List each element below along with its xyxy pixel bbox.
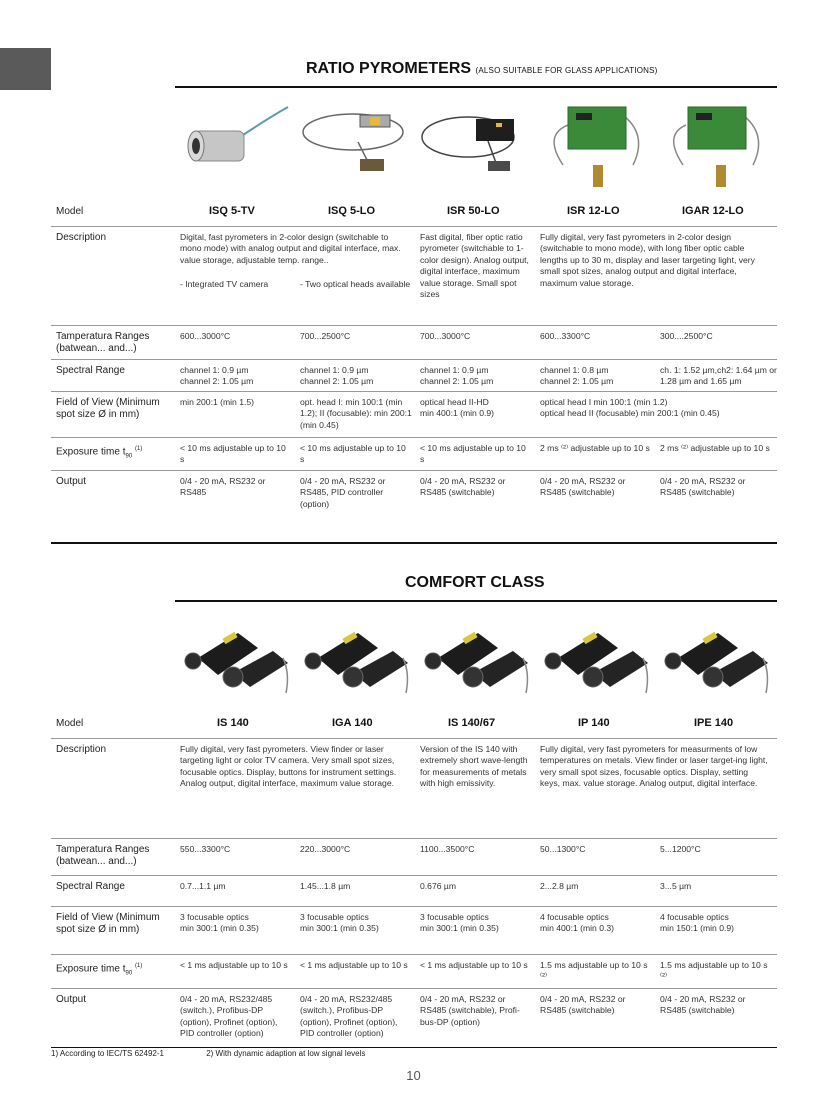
temp-value: 1100...3500°C [420,844,475,854]
output-value: 0/4 - 20 mA, RS232/485 (switch.), Profibus-DP (option), Profinet (option), PID controller (option) [300,994,398,1039]
spectral-value: 2...2.8 µm [540,881,579,891]
row-label: Output [56,476,87,487]
footnote: 1) According to IEC/TS 62492-1 [51,1049,164,1058]
output-value: 0/4 - 20 mA, RS232 or RS485 (switchable), Profi-bus-DP (option) [420,994,520,1027]
exposure-value: 1.5 ms adjustable up to 10 s ⁽²⁾ [540,960,648,982]
isq5lo-photo [295,92,415,192]
description-text: Fast digital, fiber optic ratio pyrometer (switchable to 1-color design). Analog output, digital interface, maximum value storage. Small spot sizes [420,232,529,300]
exposure-value: 1.5 ms adjustable up to 10 s ⁽²⁾ [660,960,768,982]
footer-rule [51,1047,777,1048]
output-value: 0/4 - 20 mA, RS232 or RS485 (switchable) [660,476,746,498]
ratio-title-rule [175,86,777,88]
row-label: Exposure time $t_{90}$ $^{(1)}$ [56,446,143,460]
spectral-value: 3...5 µm [660,881,692,891]
fov-value: opt. head I: min 100:1 (min 1.2); II (focusable): min 200:1 (min 0.45) [300,397,412,430]
output-value: 0/4 - 20 mA, RS232 or RS485 (switchable) [540,476,626,498]
spectral-value: channel 1: 0.8 µm channel 2: 1.05 µm [540,365,614,387]
fov-value: 4 focusable optics min 400:1 (min 0.3) [540,912,615,934]
page-number: 10 [406,1068,421,1083]
temp-value: 700...3000°C [420,331,471,341]
exposure-value: < 1 ms adjustable up to 10 s [420,960,528,970]
table-row [51,438,777,471]
model-name: IS 140/67 [448,717,496,729]
fov-value: 3 focusable optics min 300:1 (min 0.35) [300,912,379,934]
ip140-photo [535,610,655,700]
ipe140-photo [655,610,775,700]
is140-photo [175,610,295,700]
row-label: Output [56,994,87,1005]
table-row [51,989,777,1051]
model-name: IGAR 12-LO [682,205,744,217]
ratio-spec-table [51,198,777,537]
output-value: 0/4 - 20 mA, RS232 or RS485, PID controller (option) [300,476,386,509]
comfort-section-title: COMFORT CLASS [405,574,545,591]
model-name: ISR 12-LO [567,205,620,217]
table-row [51,907,777,955]
row-label: Tamperatura Ranges (batwean... and...) [56,331,150,354]
table-row [51,326,777,360]
model-name: ISQ 5-TV [209,205,255,217]
description-text: Fully digital, very fast pyrometers. View finder or laser targeting light or color TV camera. Very small spot sizes, focusable optics. Display, buttons for instrument settings. Analog output, digital interface, maximum value storage. [180,744,397,789]
comfort-product-photos [175,610,775,700]
temp-value: 550...3300°C [180,844,231,854]
ratio-section-title: RATIO PYROMETERS (ALSO SUITABLE FOR GLASS APPLICATIONS) [306,60,658,77]
temp-value: 300....2500°C [660,331,713,341]
row-label: Exposure time $t_{90}$ $^{(1)}$ [56,963,143,977]
model-name: ISQ 5-LO [328,205,376,217]
comfort-title-rule [175,600,777,602]
row-label: Field of View (Minimum spot size Ø in mm) [56,397,160,420]
output-value: 0/4 - 20 mA, RS232 or RS485 (switchable) [660,994,746,1016]
fov-value: 3 focusable optics min 300:1 (min 0.35) [420,912,499,934]
model-name: IP 140 [578,717,610,729]
iga140-photo [295,610,415,700]
exposure-value: < 1 ms adjustable up to 10 s [180,960,288,970]
table-row [51,710,777,739]
igar12lo-photo [655,92,775,192]
table-row [51,739,777,839]
description-note: - Integrated TV camera [180,279,269,289]
section-tab-marker [0,48,51,90]
table-row [51,227,777,326]
temp-value: 600...3000°C [180,331,231,341]
row-label: Field of View (Minimum spot size Ø in mm) [56,912,160,935]
spectral-value: channel 1: 0.9 µm channel 2: 1.05 µm [180,365,254,387]
exposure-value: 2 ms ⁽²⁾ adjustable up to 10 s [540,443,650,453]
fov-value: 3 focusable optics min 300:1 (min 0.35) [180,912,259,934]
model-name: IGA 140 [332,717,373,729]
fov-value: optical head II-HD min 400:1 (min 0.9) [420,397,495,419]
spectral-value: 1.45...1.8 µm [300,881,351,891]
spectral-value: ch. 1: 1.52 µm,ch2: 1.64 µm or 1.28 µm and 1.65 µm [660,365,777,387]
row-label: Description [56,232,107,243]
model-name: ISR 50-LO [447,205,500,217]
output-value: 0/4 - 20 mA, RS232/485 (switch.), Profibus-DP (option), Profinet (option), PID controller (option) [180,994,278,1039]
exposure-value: < 10 ms adjustable up to 10 s [180,443,286,465]
row-label: Description [56,744,107,755]
temp-value: 600...3300°C [540,331,591,341]
exposure-value: 2 ms ⁽²⁾ adjustable up to 10 s [660,443,770,453]
row-label: Spectral Range [56,365,125,376]
description-text: Digital, fast pyrometers in 2-color design (switchable to mono mode) with analog output and digital interface, max. value storage, adjustable temp. range.. [180,232,401,265]
exposure-value: < 10 ms adjustable up to 10 s [420,443,526,465]
spectral-value: channel 1: 0.9 µm channel 2: 1.05 µm [300,365,374,387]
description-text: Fully digital, very fast pyrometers for measurments of low temperatures on metals. View finder or laser target-ing light, very small spot sizes, focusable optics. Display, setting keys, max. value storage. Analog output, digital interface. [540,744,768,789]
comfort-spec-table [51,710,777,1051]
spectral-value: 0.7...1.1 µm [180,881,226,891]
description-note: - Two optical heads available [300,279,411,289]
fov-value: 4 focusable optics min 150:1 (min 0.9) [660,912,735,934]
row-label: Model [56,206,84,217]
temp-value: 50...1300°C [540,844,586,854]
exposure-value: < 1 ms adjustable up to 10 s [300,960,408,970]
isq5tv-photo [175,92,295,192]
spectral-value: 0.676 µm [420,881,457,891]
footnote: 2) With dynamic adaption at low signal levels [206,1049,366,1058]
isr12lo-photo [535,92,655,192]
ratio-product-photos [175,92,775,192]
table-row [51,839,777,876]
row-label: Tamperatura Ranges (batwean... and...) [56,844,150,867]
description-text: Version of the IS 140 with extremely short wave-length for measurements of metals with high emissivity. [420,744,528,789]
temp-value: 220...3000°C [300,844,351,854]
table-row [51,360,777,392]
ratio-section-subtitle: (ALSO SUITABLE FOR GLASS APPLICATIONS) [475,66,658,75]
row-label: Model [56,718,84,729]
output-value: 0/4 - 20 mA, RS232 or RS485 [180,476,266,498]
temp-value: 700...2500°C [300,331,351,341]
table-row [51,471,777,537]
description-text: Fully digital, very fast pyrometers in 2-color design (switchable to mono mode), with long fiber optic cable lengths up to 30 m, display and laser targeting light, very small spot sizes, analog output and digital interface, maximum value storage. [540,232,755,288]
fov-value: min 200:1 (min 1.5) [180,397,255,407]
fov-value: optical head I min 100:1 (min 1.2) optical head II (focusable) min 200:1 (min 0.45) [540,397,720,419]
exposure-value: < 10 ms adjustable up to 10 s [300,443,406,465]
is140-67-photo [415,610,535,700]
table-row [51,392,777,438]
spectral-value: channel 1: 0.9 µm channel 2: 1.05 µm [420,365,494,387]
model-name: IS 140 [217,717,249,729]
row-label: Spectral Range [56,881,125,892]
table-row [51,955,777,989]
output-value: 0/4 - 20 mA, RS232 or RS485 (switchable) [420,476,506,498]
temp-value: 5...1200°C [660,844,701,854]
footnotes [51,1049,405,1058]
section-divider [51,542,777,544]
model-name: IPE 140 [694,717,734,729]
table-row [51,876,777,907]
isr50lo-photo [415,92,535,192]
table-row [51,198,777,227]
output-value: 0/4 - 20 mA, RS232 or RS485 (switchable) [540,994,626,1016]
